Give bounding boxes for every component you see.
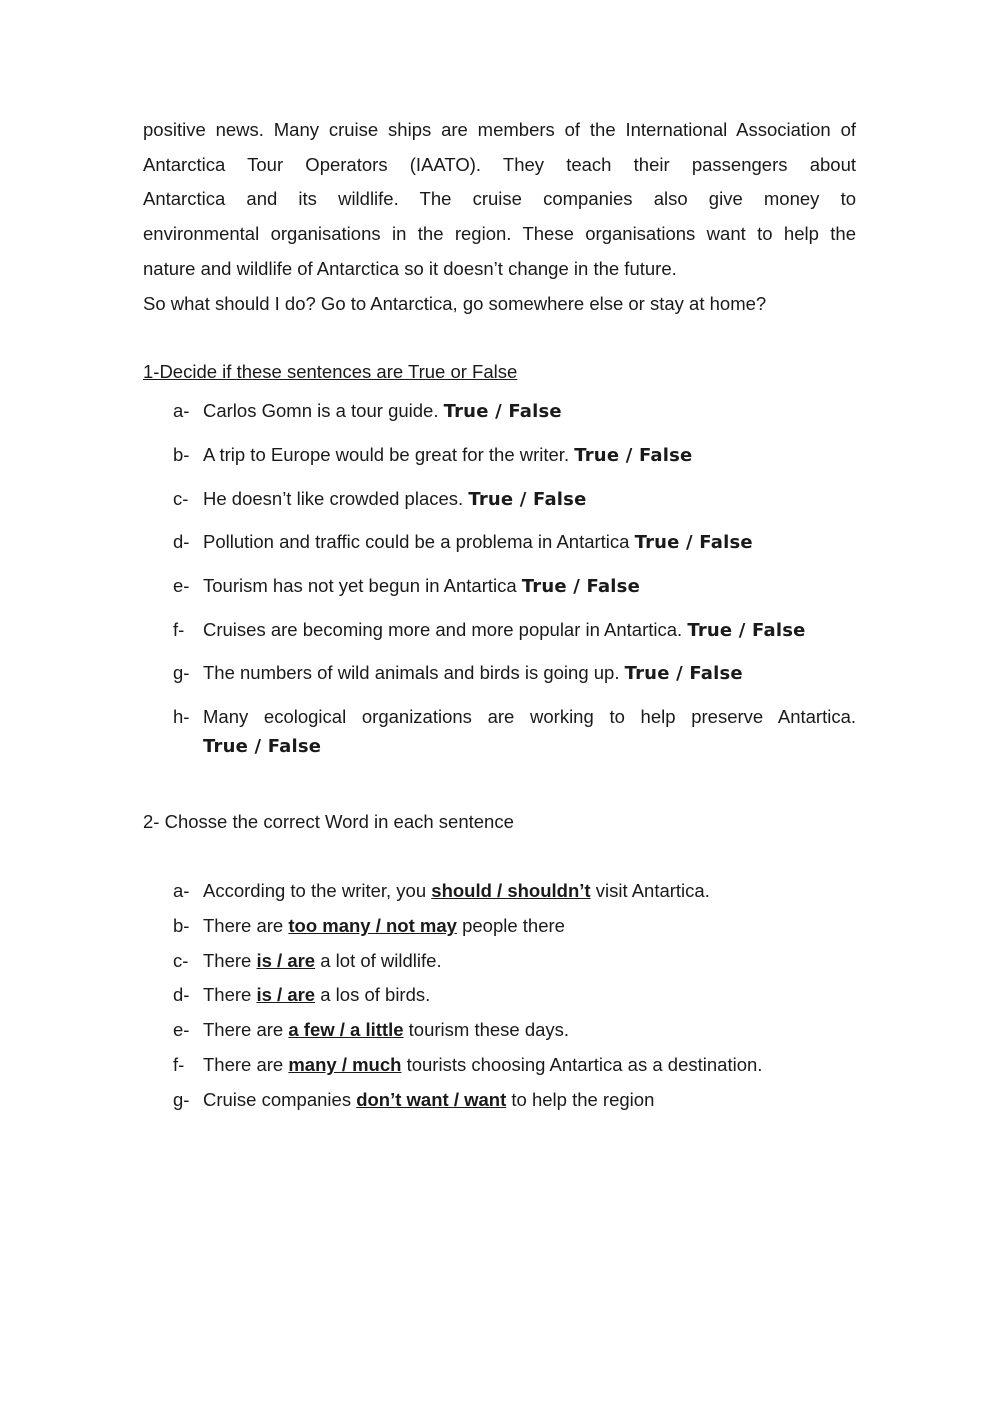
sentence-end: a los of birds.: [315, 984, 431, 1006]
item-marker: g-: [173, 662, 190, 684]
true-false-list: [143, 393, 856, 735]
item-marker: d-: [173, 984, 190, 1006]
statement-text: Tourism has not yet begun in Antartica: [203, 574, 517, 596]
statement-text: Many ecological organizations are working to help preserve Antartica.: [203, 706, 856, 728]
statement-text: He doesn’t like crowded places.: [203, 487, 464, 509]
tf-item-g: [143, 655, 856, 692]
true-false-answer[interactable]: True / False: [443, 401, 562, 423]
item-marker: c-: [173, 487, 189, 509]
statement-text: Cruises are becoming more and more popular in Antartica.: [203, 618, 683, 640]
item-marker: a-: [173, 880, 190, 902]
item-marker: c-: [173, 949, 189, 971]
sentence-start: There are: [203, 914, 289, 936]
statement-text: Carlos Gomn is a tour guide.: [203, 400, 439, 422]
sentence-end: a lot of wildlife.: [315, 949, 442, 971]
section2-title: 2- Chosse the correct Word in each sentence: [143, 811, 514, 833]
intro-line: nature and wildlife of Antarctica so it doesn’t change in the future.: [143, 257, 677, 279]
choice-item-f: [143, 1048, 856, 1083]
item-marker: f-: [173, 618, 185, 640]
word-choice[interactable]: many / much: [288, 1054, 402, 1076]
item-marker: h-: [173, 706, 190, 728]
sentence-end: tourism these days.: [403, 1019, 570, 1041]
intro-question: So what should I do? Go to Antarctica, go somewhere else or stay at home?: [143, 292, 767, 314]
item-marker: b-: [173, 443, 190, 465]
true-false-answer[interactable]: True / False: [624, 663, 743, 685]
item-marker: g-: [173, 1088, 190, 1110]
item-marker: b-: [173, 914, 190, 936]
sentence-start: There are: [203, 1019, 289, 1041]
true-false-answer[interactable]: True / False: [634, 532, 753, 554]
sentence-end: tourists choosing Antartica as a destination.: [401, 1054, 763, 1076]
choose-word-list: [143, 874, 856, 1118]
intro-line: environmental organisations in the region. These organisations want to help the: [143, 223, 856, 245]
tf-item-b: [143, 437, 856, 474]
sentence-start: There: [203, 984, 257, 1006]
word-choice[interactable]: should / shouldn’t: [431, 880, 591, 902]
item-marker: e-: [173, 574, 190, 596]
item-marker: e-: [173, 1019, 190, 1041]
word-choice[interactable]: is / are: [256, 984, 316, 1006]
true-false-answer[interactable]: True / False: [521, 575, 640, 597]
word-choice[interactable]: a few / a little: [288, 1019, 404, 1041]
true-false-answer[interactable]: True / False: [574, 444, 693, 466]
section1-title: 1-Decide if these sentences are True or False: [143, 361, 518, 383]
tf-item-c: [143, 481, 856, 518]
tf-item-d: [143, 524, 856, 561]
tf-item-a: [143, 393, 856, 430]
sentence-start: There are: [203, 1054, 289, 1076]
sentence-end: to help the region: [506, 1088, 655, 1110]
statement-text: Pollution and traffic could be a problema in Antartica: [203, 531, 630, 553]
item-marker: f-: [173, 1054, 185, 1076]
true-false-answer[interactable]: True / False: [468, 488, 587, 510]
choice-item-d: [143, 978, 856, 1013]
intro-line: Antarctica and its wildlife. The cruise companies also give money to: [143, 188, 856, 210]
sentence-end: people there: [456, 914, 565, 936]
item-marker: a-: [173, 400, 190, 422]
choice-item-g: [143, 1083, 856, 1118]
word-choice[interactable]: is / are: [256, 949, 316, 971]
tf-item-f: [143, 612, 856, 649]
choice-item-b: [143, 909, 856, 944]
choice-item-a: [143, 874, 856, 909]
word-choice[interactable]: too many / not may: [288, 914, 457, 936]
true-false-answer[interactable]: True / False: [203, 736, 322, 758]
intro-line: Antarctica Tour Operators (IAATO). They teach their passengers about: [143, 153, 856, 175]
tf-item-e: [143, 568, 856, 605]
word-choice[interactable]: don’t want / want: [356, 1088, 507, 1110]
choice-item-c: [143, 944, 856, 979]
sentence-start: There: [203, 949, 257, 971]
statement-text: The numbers of wild animals and birds is going up.: [203, 662, 620, 684]
statement-text: A trip to Europe would be great for the writer.: [203, 443, 570, 465]
item-marker: d-: [173, 531, 190, 553]
worksheet-page: [143, 113, 856, 1118]
intro-paragraph: [143, 113, 856, 287]
sentence-start: According to the writer, you: [203, 880, 432, 902]
sentence-start: Cruise companies: [203, 1088, 357, 1110]
sentence-end: visit Antartica.: [590, 880, 710, 902]
choice-item-e: [143, 1013, 856, 1048]
intro-line: positive news. Many cruise ships are members of the International Association of: [143, 119, 856, 140]
true-false-answer[interactable]: True / False: [687, 619, 806, 641]
